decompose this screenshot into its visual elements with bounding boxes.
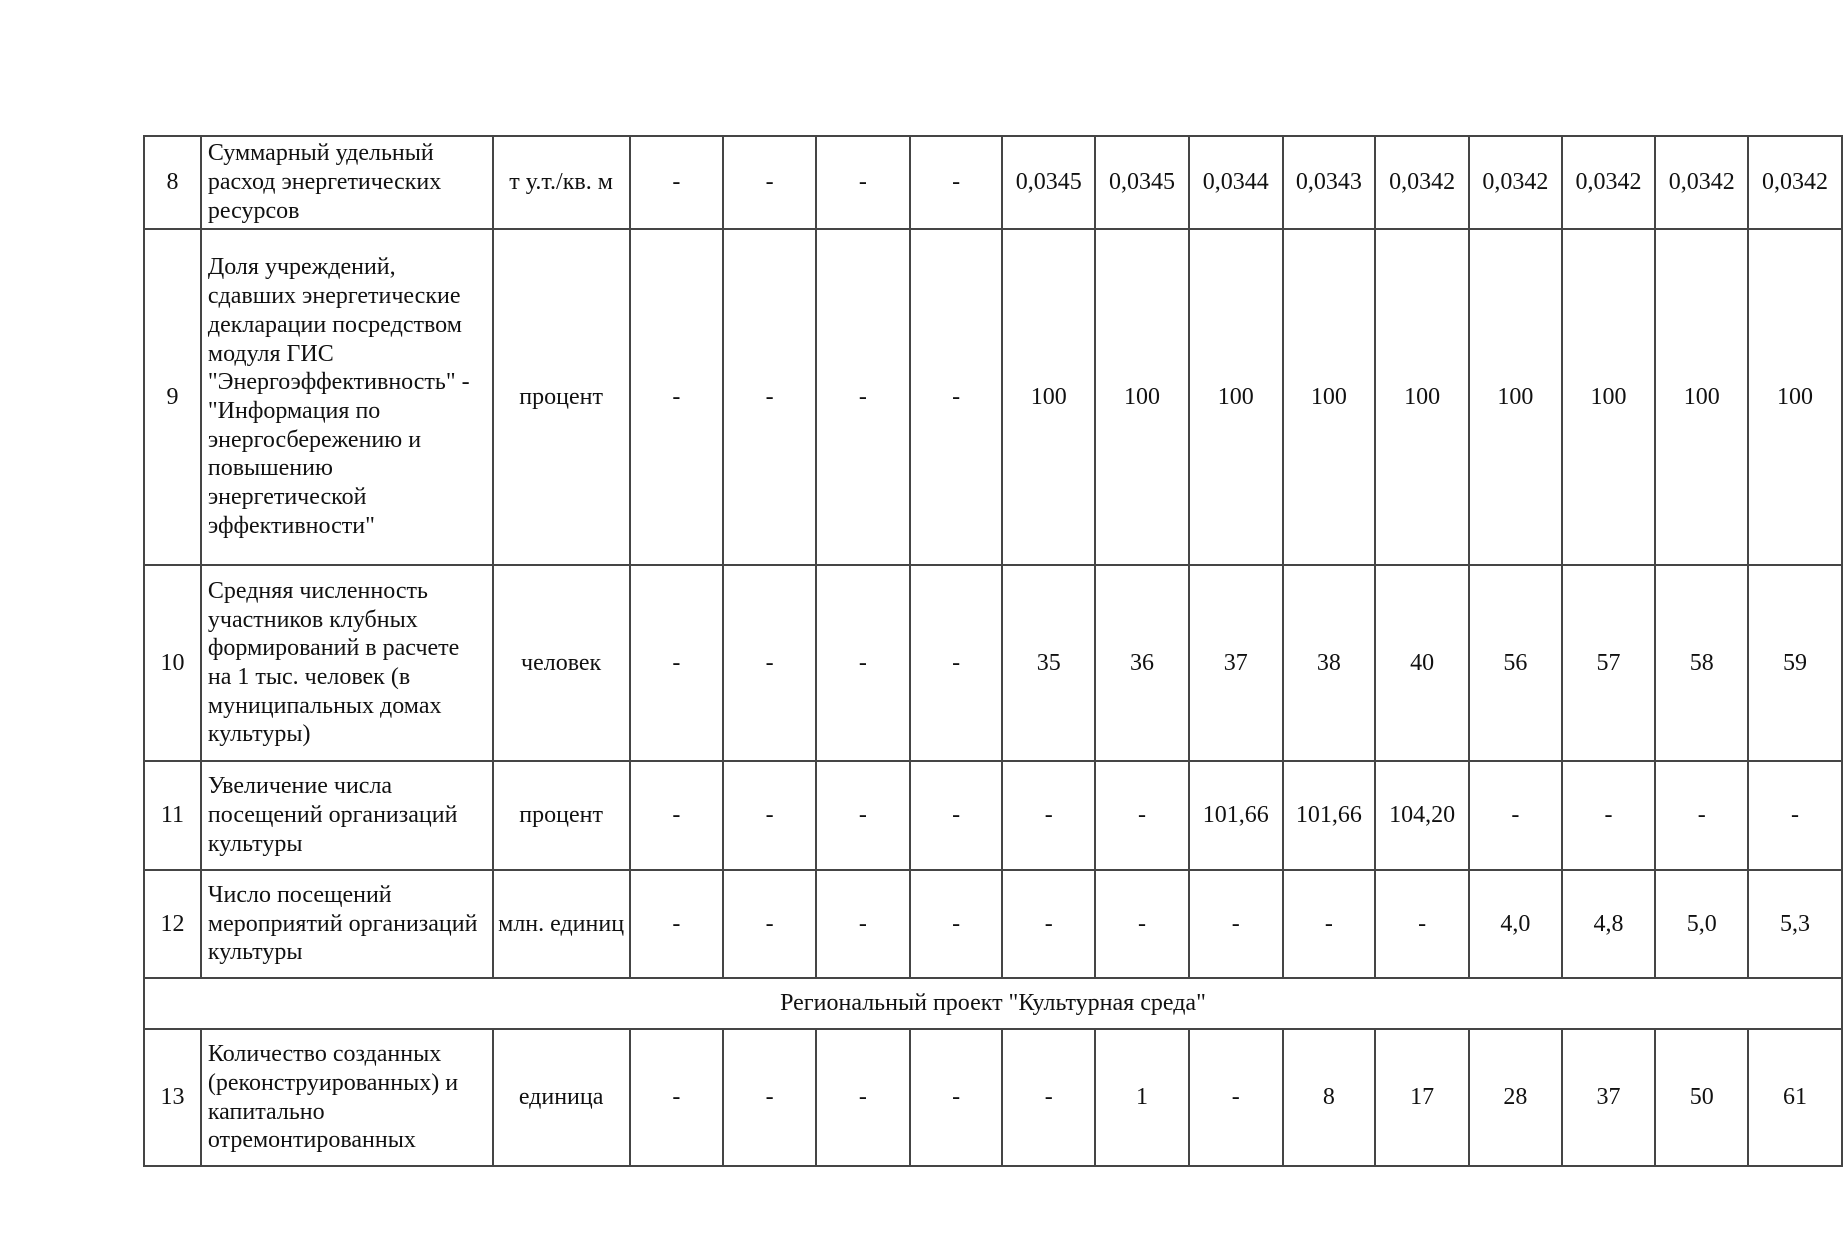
value-cell: 61	[1748, 1029, 1842, 1166]
value-cell: -	[1002, 870, 1095, 978]
value-cell: -	[910, 1029, 1003, 1166]
value-cell: -	[723, 1029, 816, 1166]
value-cell: 57	[1562, 565, 1656, 761]
section-title: Региональный проект "Культурная среда"	[780, 990, 1206, 1017]
value-cell: -	[816, 1029, 910, 1166]
table-row	[144, 1029, 1842, 1166]
value-cell: 5,3	[1748, 870, 1842, 978]
indicators-table	[143, 135, 1843, 1167]
value-cell: -	[1189, 1029, 1283, 1166]
unit: единица	[493, 1029, 630, 1166]
value-cell: 37	[1189, 565, 1283, 761]
value-cell: 40	[1375, 565, 1469, 761]
indicator-name: Средняя численность участников клубных формирований в расчете на 1 тыс. человек (в муниципальных домах культуры)	[201, 565, 493, 761]
value-cell: 0,0342	[1375, 136, 1469, 229]
value-cell: -	[816, 761, 910, 870]
value-cell: 50	[1655, 1029, 1748, 1166]
value-cell: 0,0342	[1469, 136, 1562, 229]
value-cell: 36	[1095, 565, 1189, 761]
value-cell: -	[1655, 761, 1748, 870]
value-cell: -	[910, 136, 1003, 229]
value-cell: -	[1002, 1029, 1095, 1166]
value-cell: 0,0342	[1748, 136, 1842, 229]
table-row	[144, 136, 1842, 229]
value-cell: -	[630, 229, 724, 565]
indicator-name: Число посещений мероприятий организаций культуры	[201, 870, 493, 978]
value-cell: 100	[1748, 229, 1842, 565]
unit: человек	[493, 565, 630, 761]
indicator-name: Увеличение числа посещений организаций культуры	[201, 761, 493, 870]
unit: процент	[493, 761, 630, 870]
value-cell: 101,66	[1189, 761, 1283, 870]
value-cell: -	[630, 1029, 724, 1166]
value-cell: 100	[1655, 229, 1748, 565]
value-cell: -	[1748, 761, 1842, 870]
unit: млн. единиц	[493, 870, 630, 978]
value-cell: -	[1283, 870, 1376, 978]
value-cell: 8	[1283, 1029, 1376, 1166]
value-cell: 0,0342	[1562, 136, 1656, 229]
value-cell: 100	[1189, 229, 1283, 565]
value-cell: 56	[1469, 565, 1562, 761]
value-cell: 0,0345	[1002, 136, 1095, 229]
section-row	[144, 978, 1842, 1029]
value-cell: 0,0342	[1655, 136, 1748, 229]
value-cell: 4,8	[1562, 870, 1656, 978]
value-cell: -	[723, 136, 816, 229]
value-cell: 101,66	[1283, 761, 1376, 870]
table-row	[144, 229, 1842, 565]
row-number: 9	[144, 229, 201, 565]
value-cell: 0,0344	[1189, 136, 1283, 229]
value-cell: 5,0	[1655, 870, 1748, 978]
value-cell: -	[630, 565, 724, 761]
value-cell: 58	[1655, 565, 1748, 761]
value-cell: -	[816, 136, 910, 229]
value-cell: 38	[1283, 565, 1376, 761]
value-cell: -	[1375, 870, 1469, 978]
value-cell: -	[816, 229, 910, 565]
value-cell: 0,0343	[1283, 136, 1376, 229]
row-number: 11	[144, 761, 201, 870]
table-row	[144, 761, 1842, 870]
value-cell: -	[910, 870, 1003, 978]
value-cell: -	[1189, 870, 1283, 978]
value-cell: -	[1002, 761, 1095, 870]
value-cell: -	[1095, 870, 1189, 978]
value-cell: -	[630, 136, 724, 229]
table-row	[144, 565, 1842, 761]
value-cell: 100	[1562, 229, 1656, 565]
value-cell: -	[910, 565, 1003, 761]
value-cell: -	[630, 870, 724, 978]
value-cell: 100	[1469, 229, 1562, 565]
table-row	[144, 870, 1842, 978]
value-cell: 35	[1002, 565, 1095, 761]
value-cell: 100	[1283, 229, 1376, 565]
indicator-name: Доля учреждений, сдавших энергетические декларации посредством модуля ГИС "Энергоэффективность" - "Информация по энергосбережению и повышению энергетической эффективности"	[201, 229, 493, 565]
value-cell: 104,20	[1375, 761, 1469, 870]
value-cell: -	[723, 870, 816, 978]
unit: процент	[493, 229, 630, 565]
indicator-name: Суммарный удельный расход энергетических ресурсов	[201, 136, 493, 229]
value-cell: -	[910, 761, 1003, 870]
value-cell: -	[723, 229, 816, 565]
value-cell: 17	[1375, 1029, 1469, 1166]
value-cell: 28	[1469, 1029, 1562, 1166]
value-cell: -	[816, 565, 910, 761]
value-cell: 1	[1095, 1029, 1189, 1166]
row-number: 13	[144, 1029, 201, 1166]
value-cell: 0,0345	[1095, 136, 1189, 229]
row-number: 10	[144, 565, 201, 761]
value-cell: -	[1095, 761, 1189, 870]
value-cell: -	[910, 229, 1003, 565]
value-cell: 4,0	[1469, 870, 1562, 978]
unit: т у.т./кв. м	[493, 136, 630, 229]
value-cell: -	[723, 565, 816, 761]
row-number: 12	[144, 870, 201, 978]
value-cell: -	[723, 761, 816, 870]
indicator-name: Количество созданных (реконструированных) и капитально отремонтированных	[201, 1029, 493, 1166]
value-cell: -	[630, 761, 724, 870]
value-cell: -	[816, 870, 910, 978]
row-number: 8	[144, 136, 201, 229]
value-cell: -	[1469, 761, 1562, 870]
value-cell: 100	[1375, 229, 1469, 565]
value-cell: 100	[1095, 229, 1189, 565]
value-cell: 59	[1748, 565, 1842, 761]
value-cell: 37	[1562, 1029, 1656, 1166]
value-cell: 100	[1002, 229, 1095, 565]
value-cell: -	[1562, 761, 1656, 870]
